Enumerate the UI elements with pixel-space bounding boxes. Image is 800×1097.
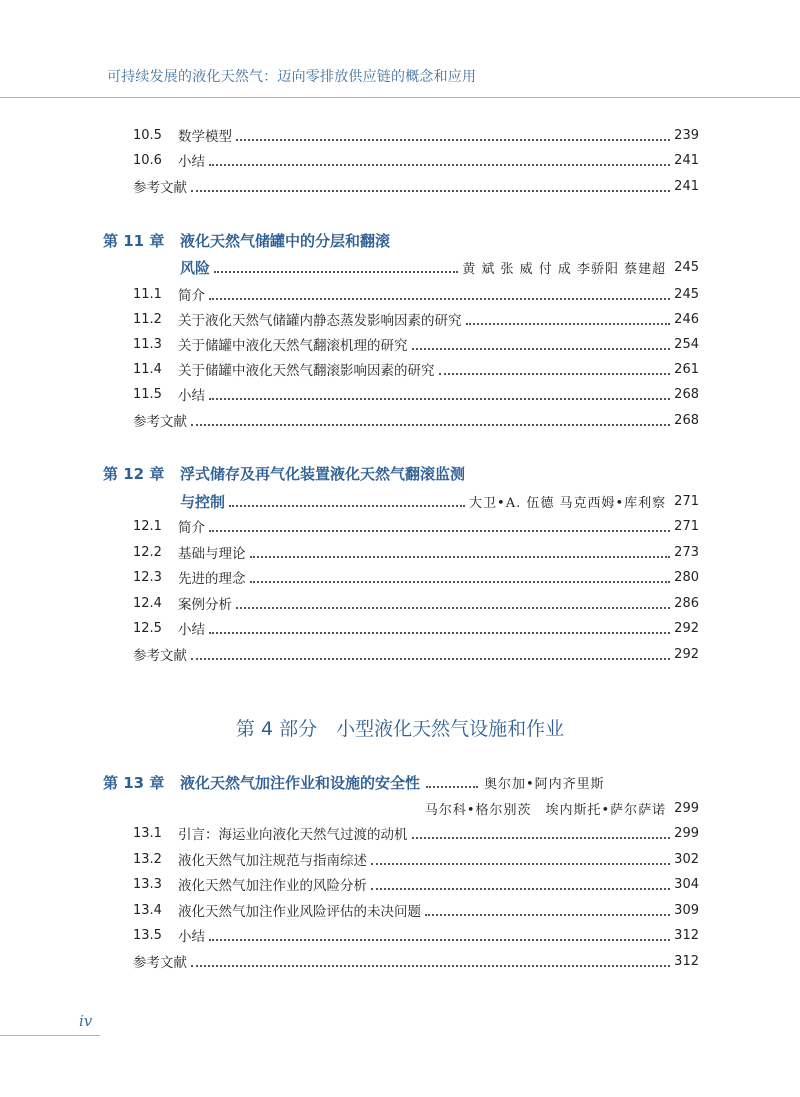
toc-entry-12-2[interactable] — [133, 541, 699, 563]
chapter-page: 271 — [674, 493, 699, 509]
entry-page: 309 — [674, 902, 699, 918]
dot-leader — [209, 520, 670, 532]
toc-entry-12-3[interactable] — [133, 566, 699, 588]
entry-number: 13.2 — [133, 851, 162, 867]
entry-page: 292 — [674, 620, 699, 636]
entry-title: 小结 — [178, 622, 205, 638]
entry-page: 271 — [674, 518, 699, 534]
chapter-label: 第 12 章 — [103, 464, 165, 483]
entry-title: 参考文献 — [133, 955, 187, 971]
entry-number: 12.2 — [133, 544, 162, 560]
chapter-12-heading-line2[interactable] — [180, 489, 699, 513]
entry-title: 参考文献 — [133, 648, 187, 664]
chapter-label: 第 13 章 — [103, 773, 165, 792]
chapter-label: 第 11 章 — [103, 231, 165, 250]
toc-entry-12-4[interactable] — [133, 592, 699, 614]
entry-title: 简介 — [178, 288, 205, 304]
dot-leader — [209, 622, 670, 634]
toc-entry-12-references[interactable] — [133, 643, 699, 665]
entry-page: 268 — [674, 386, 699, 402]
entry-page: 312 — [674, 927, 699, 943]
entry-title: 参考文献 — [133, 180, 187, 196]
toc-entry-13-3[interactable] — [133, 873, 699, 895]
entry-title: 关于液化天然气储罐内静态蒸发影响因素的研究 — [178, 313, 462, 329]
dot-leader — [191, 414, 670, 426]
entry-page: 261 — [674, 361, 699, 377]
entry-number: 11.1 — [133, 286, 162, 302]
entry-title: 简介 — [178, 520, 205, 536]
entry-title: 液化天然气加注规范与指南综述 — [178, 853, 367, 869]
chapter-11-heading[interactable] — [103, 228, 390, 252]
toc-entry-11-4[interactable] — [133, 358, 699, 380]
dot-leader — [209, 154, 670, 166]
entry-title: 关于储罐中液化天然气翻滚机理的研究 — [178, 338, 408, 354]
dot-leader — [439, 363, 671, 375]
entry-page: 286 — [674, 595, 699, 611]
entry-number: 11.5 — [133, 386, 162, 402]
entry-number: 13.4 — [133, 902, 162, 918]
toc-entry-12-1[interactable] — [133, 515, 699, 537]
chapter-title-continued: 风险 — [180, 258, 211, 277]
entry-number: 11.2 — [133, 311, 162, 327]
entry-page: 304 — [674, 876, 699, 892]
entry-title: 参考文献 — [133, 414, 187, 430]
footer-rule — [0, 1035, 100, 1036]
entry-page: 268 — [674, 412, 699, 428]
dot-leader — [466, 313, 671, 325]
dot-leader — [412, 338, 671, 350]
entry-title: 液化天然气加注作业风险评估的未决问题 — [178, 904, 421, 920]
entry-page: 273 — [674, 544, 699, 560]
entry-page: 245 — [674, 286, 699, 302]
dot-leader — [371, 878, 670, 890]
chapter-authors-line1: 奥尔加•阿内齐里斯 — [484, 776, 605, 792]
toc-entry-10-references[interactable] — [133, 175, 699, 197]
entry-number: 12.3 — [133, 569, 162, 585]
entry-page: 254 — [674, 336, 699, 352]
entry-title: 先进的理念 — [178, 571, 246, 587]
entry-title: 小结 — [178, 929, 205, 945]
dot-leader — [229, 495, 465, 507]
toc-entry-13-4[interactable] — [133, 899, 699, 921]
chapter-11-heading-line2[interactable] — [180, 255, 699, 279]
entry-number: 13.5 — [133, 927, 162, 943]
chapter-page: 299 — [674, 800, 699, 816]
toc-entry-13-1[interactable] — [133, 822, 699, 844]
entry-number: 11.3 — [133, 336, 162, 352]
chapter-12-heading[interactable] — [103, 461, 465, 485]
entry-page: 299 — [674, 825, 699, 841]
chapter-page: 245 — [674, 259, 699, 275]
entry-number: 10.6 — [133, 152, 162, 168]
dot-leader — [209, 388, 670, 400]
dot-leader — [426, 776, 478, 788]
toc-entry-13-references[interactable] — [133, 950, 699, 972]
chapter-13-authors-line2[interactable] — [180, 796, 699, 820]
toc-entry-11-1[interactable] — [133, 283, 699, 305]
dot-leader — [209, 288, 670, 300]
entry-title: 基础与理论 — [178, 546, 246, 562]
dot-leader — [236, 129, 670, 141]
entry-page: 241 — [674, 152, 699, 168]
toc-entry-11-5[interactable] — [133, 383, 699, 405]
toc-entry-10-5[interactable] — [133, 124, 699, 146]
toc-entry-11-3[interactable] — [133, 333, 699, 355]
entry-number: 13.1 — [133, 825, 162, 841]
chapter-title-continued: 与控制 — [180, 492, 226, 511]
chapter-authors: 大卫•A. 伍德 马克西姆•库利察 — [469, 495, 667, 511]
dot-leader — [191, 180, 670, 192]
dot-leader — [371, 853, 670, 865]
chapter-authors-line2: 马尔科•格尔别茨 埃内斯托•萨尔萨诺 — [424, 802, 667, 818]
chapter-title: 液化天然气加注作业和设施的安全性 — [180, 773, 421, 792]
entry-number: 13.3 — [133, 876, 162, 892]
entry-page: 246 — [674, 311, 699, 327]
chapter-13-heading[interactable] — [103, 770, 699, 794]
entry-title: 案例分析 — [178, 597, 232, 613]
dot-leader — [236, 597, 670, 609]
entry-number: 12.4 — [133, 595, 162, 611]
entry-title: 小结 — [178, 154, 205, 170]
dot-leader — [191, 648, 670, 660]
entry-page: 280 — [674, 569, 699, 585]
entry-title: 液化天然气加注作业的风险分析 — [178, 878, 367, 894]
dot-leader — [412, 827, 671, 839]
entry-number: 12.5 — [133, 620, 162, 636]
toc-entry-13-5[interactable] — [133, 924, 699, 946]
entry-number: 11.4 — [133, 361, 162, 377]
toc-entry-11-references[interactable] — [133, 409, 699, 431]
entry-title: 数学模型 — [178, 129, 232, 145]
entry-page: 312 — [674, 953, 699, 969]
toc-entry-11-2[interactable] — [133, 308, 699, 330]
book-title: 可持续发展的液化天然气：迈向零排放供应链的概念和应用 — [107, 69, 477, 85]
toc-entry-13-2[interactable] — [133, 848, 699, 870]
dot-leader — [191, 955, 670, 967]
entry-page: 292 — [674, 646, 699, 662]
dot-leader — [250, 571, 671, 583]
entry-title: 关于储罐中液化天然气翻滚影响因素的研究 — [178, 363, 435, 379]
chapter-authors: 黄 斌 张 威 付 成 李骄阳 蔡建超 — [462, 261, 667, 277]
entry-page: 241 — [674, 178, 699, 194]
toc-entry-10-6[interactable] — [133, 149, 699, 171]
entry-number: 10.5 — [133, 127, 162, 143]
entry-title: 引言：海运业向液化天然气过渡的动机 — [178, 827, 408, 843]
dot-leader — [425, 904, 670, 916]
entry-page: 302 — [674, 851, 699, 867]
chapter-title: 液化天然气储罐中的分层和翻滚 — [180, 231, 391, 250]
page-number: iv — [79, 1012, 93, 1030]
chapter-title: 浮式储存及再气化装置液化天然气翻滚监测 — [180, 464, 466, 483]
dot-leader — [214, 261, 458, 273]
entry-title: 小结 — [178, 388, 205, 404]
part-4-heading[interactable]: 第 4 部分 小型液化天然气设施和作业 — [235, 718, 565, 740]
entry-page: 239 — [674, 127, 699, 143]
dot-leader — [209, 929, 670, 941]
toc-entry-12-5[interactable] — [133, 617, 699, 639]
dot-leader — [250, 546, 671, 558]
entry-number: 12.1 — [133, 518, 162, 534]
